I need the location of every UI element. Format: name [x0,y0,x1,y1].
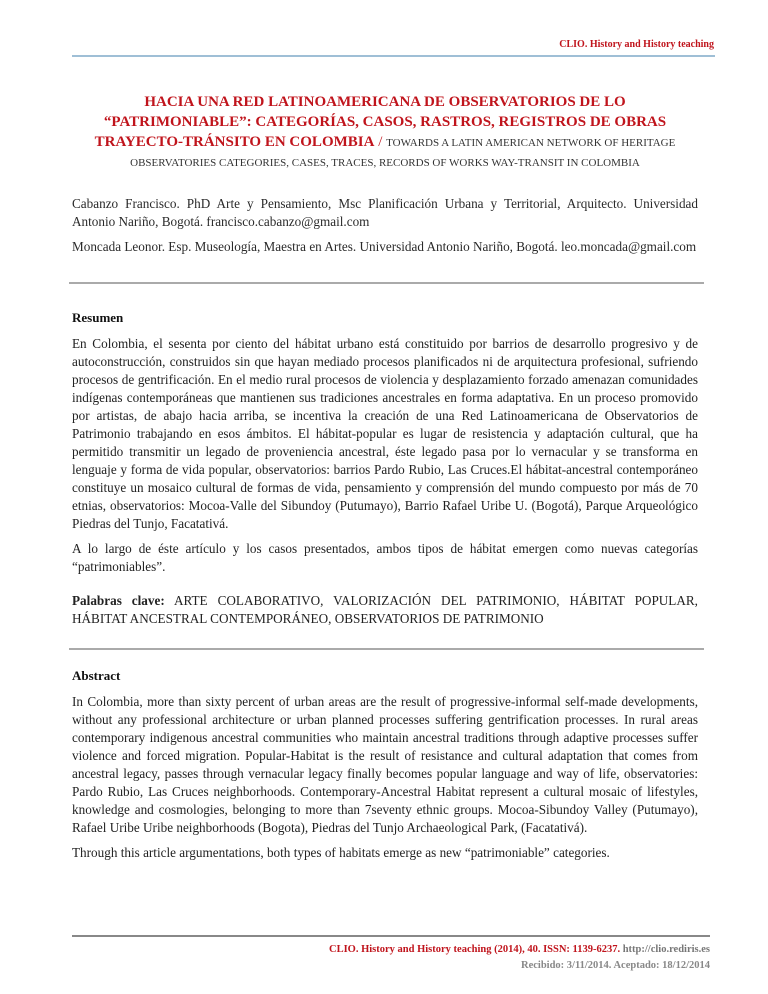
resumen-heading: Resumen [72,310,124,325]
footer-rule [72,935,710,937]
footer-url-link[interactable]: http://clio.rediris.es [620,944,710,955]
page-footer [72,942,710,974]
title-spanish: HACIA UNA RED LATINOAMERICANA DE OBSERVATORIOS DE LO “PATRIMONIABLE”: CATEGORÍAS, CASOS, RASTROS, REGISTROS DE OBRAS TRAYECTO-TRÁNSITO EN COLOMBIA [94,94,667,150]
author-cabanzo: Cabanzo Francisco. PhD Arte y Pensamiento, Msc Planificación Urbana y Territorial, Arquitecto. Universidad Antonio Nariño, Bogotá. francisco.cabanzo@gmail.com [72,196,698,229]
resumen-paragraph-1: En Colombia, el sesenta por ciento del hábitat urbano está constituido por barrios de desarrollo progresivo y de autoconstrucción, construidos sin que hayan mediado procesos planificados ni de arquitectura profesional, sufriendo procesos de gentrificación. En el medio rural procesos de violencia y desplazamiento forzado amenazan comunidades indígenas contemporáneas que mantienen sus tradiciones ancestrales en forma adaptativa. En un proceso promovido por artistas, de abajo hacia arriba, se incentiva la creación de una Red Latinoamericana de Observatorios de Patrimonio trabajando en esos ámbitos. El hábitat-popular es lugar de resistencia y adaptación cultural, que ha permitido transmitir un legado de proveniencia ancestral, éste legado pasa por lo vernacular y se transforma en lenguaje y forma de vida popular, observatorios: barrios Pardo Rubio, Las Cruces.El hábitat-ancestral contemporáneo constituye un mosaico cultural de formas de vida, pensamiento y comprensión del mundo compuesto por más de 70 etnias, observatorios: Mocoa-Valle del Sibundoy (Putumayo), Barrio Rafael Uribe U. (Bogotá), Parque Arqueológico Piedras del Tunjo, Facatativá. [72,336,698,531]
title-english: TOWARDS A LATIN AMERICAN NETWORK OF HERITAGE OBSERVATORIES CATEGORIES, CASES, TRACES, RECORDS OF WORKS WAY-TRANSIT IN COLOMBIA [130,137,676,169]
keywords [72,592,698,628]
author-list [72,195,698,263]
running-header-journal: CLIO. History and History teaching [559,39,714,50]
footer-dates: Recibido: 3/11/2014. Aceptado: 18/12/2014 [521,960,710,971]
section-rule-top [69,282,704,284]
footer-journal-citation: CLIO. History and History teaching (2014), 40. ISSN: 1139-6237. [328,944,621,955]
abstract-paragraph-2: Through this article argumentations, both types of habitats emerge as new “patrimoniable” categories. [72,845,610,860]
header-rule [72,55,715,57]
keywords-label: Palabras clave: [72,593,165,608]
resumen-section [72,309,698,635]
title-separator: / [374,134,387,150]
abstract-section [72,667,698,869]
author-moncada: Moncada Leonor. Esp. Museología, Maestra en Artes. Universidad Antonio Nariño, Bogotá. leo.moncada@gmail.com [72,239,697,254]
section-rule-middle [69,648,704,650]
keywords-list: ARTE COLABORATIVO, VALORIZACIÓN DEL PATRIMONIO, HÁBITAT POPULAR, HÁBITAT ANCESTRAL CONTEMPORÁNEO, OBSERVATORIOS DE PATRIMONIO [72,593,698,626]
resumen-paragraph-2: A lo largo de éste artículo y los casos presentados, ambos tipos de hábitat emergen como nuevas categorías “patrimoniables”. [72,541,698,574]
abstract-paragraph-1: In Colombia, more than sixty percent of urban areas are the result of progressive-informal self-made developments, without any professional architecture or urban planned processes suffering gentrification processes. In rural areas contemporary indigenous ancestral communities who maintain ancestral traditions through adaptive processes suffer violence and forced migration. Popular-Habitat is the result of resistance and cultural adaptation that comes from ancestral legacy, passes through vernacular legacy finally becomes popular language and way of life, observatories: Pardo Rubio, Las Cruces neighborhoods. Contemporary-Ancestral Habitat represent a cultural mosaic of lifestyles, knowledge and cosmologies, belonging to more than 7seventy ethnic groups. Mocoa-Sibundoy Valley (Putumayo), Rafael Uribe Uribe neighborhoods (Bogota), Piedras del Tunjo Archaeological Park, (Facatativá). [72,694,698,835]
abstract-heading: Abstract [72,668,121,683]
footer-citation-line [72,942,710,958]
article-title [72,92,698,171]
